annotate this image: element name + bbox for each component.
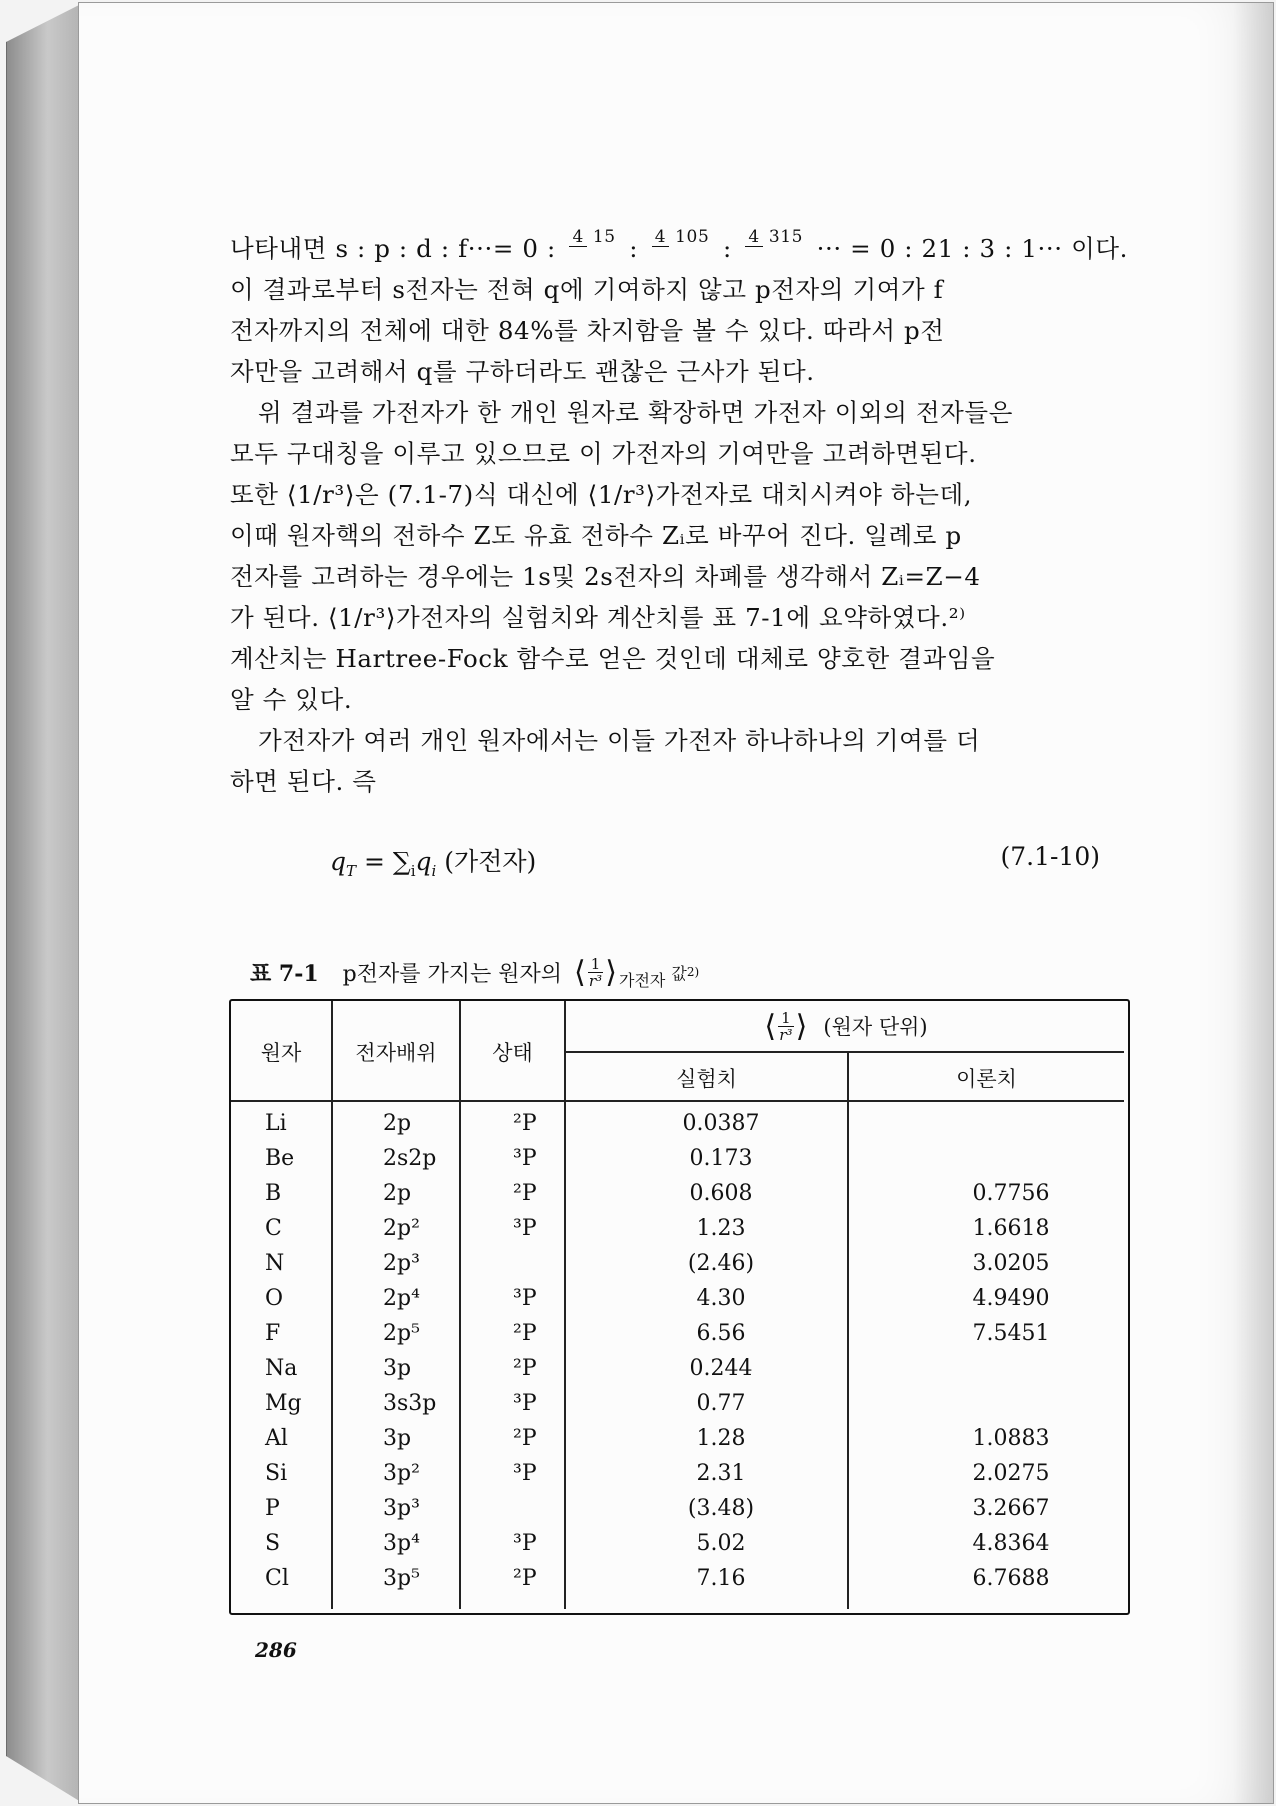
cell-experimental: 6.56: [696, 1321, 746, 1346]
text-line: 또한 ⟨1/r³⟩은 (7.1-7)식 대신에 ⟨1/r³⟩가전자로 대치시켜야 하는데,: [230, 480, 973, 509]
body-text: [230, 228, 1128, 802]
ratio-left: 나타내면 s : p : d : f···= 0 :: [230, 234, 556, 263]
cell-theoretical: 7.5451: [972, 1321, 1050, 1346]
cell-theoretical: 2.0275: [972, 1461, 1050, 1486]
cell-theoretical: 3.2667: [972, 1496, 1050, 1521]
table-row: [231, 1391, 1128, 1426]
table-caption: [250, 948, 699, 996]
left-angle-bracket: ⟨: [574, 954, 586, 990]
table-row: [231, 1216, 1128, 1251]
header-state: 상태: [492, 1041, 533, 1065]
header-experimental: 실험치: [676, 1067, 737, 1091]
fraction-numerator: 4: [652, 228, 669, 247]
header-theoretical: 이론치: [956, 1067, 1017, 1091]
cell-theoretical: 3.0205: [972, 1251, 1050, 1276]
text-line: 위 결과를 가전자가 한 개인 원자로 확장하면 가전자 이외의 전자들은: [258, 398, 1013, 427]
equation-expression: $q_T = \sum_iq_i$ (가전자): [330, 847, 537, 880]
text-line: 이 결과로부터 s전자는 전혀 q에 기여하지 않고 p전자의 기여가 f: [230, 275, 944, 304]
cell-state: ³P: [513, 1531, 537, 1556]
cell-experimental: (3.48): [687, 1496, 755, 1521]
table-row: [231, 1286, 1128, 1321]
cell-element: Mg: [265, 1391, 302, 1416]
cell-experimental: 1.23: [696, 1216, 746, 1241]
cell-element: O: [265, 1286, 284, 1311]
table-row: [231, 1146, 1128, 1181]
equation-number: (7.1-10): [1000, 842, 1100, 871]
book-spine: [6, 4, 81, 1802]
text-line: 계산치는 Hartree-Fock 함수로 얻은 것인데 대체로 양호한 결과임을: [230, 644, 996, 673]
cell-element: Be: [265, 1146, 295, 1171]
text-line: 가전자가 여러 개인 원자에서는 이들 가전자 하나하나의 기여를 더: [258, 726, 981, 755]
cell-state: ²P: [513, 1426, 537, 1451]
text-line: 전자까지의 전체에 대한 84%를 차지함을 볼 수 있다. 따라서 p전: [230, 316, 945, 345]
fraction-denominator: 315: [768, 228, 804, 247]
fraction-denominator: 15: [592, 228, 616, 247]
cell-state: ²P: [513, 1356, 537, 1381]
table-row: [231, 1111, 1128, 1146]
cell-element: P: [265, 1496, 280, 1521]
fraction-4-15: [569, 228, 615, 269]
cell-element: Si: [265, 1461, 288, 1486]
colon: :: [629, 234, 639, 263]
cell-config: 2p²: [383, 1216, 420, 1241]
text-line: 모두 구대칭을 이루고 있으므로 이 가전자의 기여만을 고려하면된다.: [230, 439, 977, 468]
equation-7-1-10: [330, 842, 1100, 886]
cell-config: 3p²: [383, 1461, 420, 1486]
fraction-numerator: 4: [569, 228, 586, 247]
cell-experimental: 0.77: [696, 1391, 746, 1416]
cell-experimental: 2.31: [696, 1461, 746, 1486]
cell-experimental: 0.173: [689, 1146, 753, 1171]
right-angle-bracket: ⟩: [795, 1008, 808, 1044]
cell-state: ²P: [513, 1111, 537, 1136]
table-row: [231, 1426, 1128, 1461]
cell-experimental: 1.28: [696, 1426, 746, 1451]
cell-experimental: 5.02: [696, 1531, 746, 1556]
cell-state: ³P: [513, 1461, 537, 1486]
cell-config: 2p³: [383, 1251, 420, 1276]
cell-state: ³P: [513, 1391, 537, 1416]
fraction-4-105: [652, 228, 710, 269]
data-table: [229, 999, 1130, 1615]
left-angle-bracket: ⟨: [764, 1008, 777, 1044]
table-label: 표 7-1: [250, 960, 319, 987]
cell-state: ²P: [513, 1321, 537, 1346]
cell-state: ²P: [513, 1181, 537, 1206]
cell-element: B: [265, 1181, 282, 1206]
caption-ref: 2): [686, 965, 700, 979]
cell-experimental: 0.244: [689, 1356, 753, 1381]
header-element: 원자: [260, 1041, 302, 1065]
cell-config: 3p⁵: [383, 1566, 420, 1591]
cell-state: ³P: [513, 1286, 537, 1311]
text-line: 전자를 고려하는 경우에는 1s및 2s전자의 차폐를 생각해서 Zᵢ=Z−4: [230, 562, 981, 591]
cell-config: 3p: [383, 1356, 412, 1381]
cell-experimental: 4.30: [696, 1286, 746, 1311]
cell-element: N: [265, 1251, 285, 1276]
fraction-denominator: 105: [675, 228, 710, 247]
fraction-4-315: [745, 228, 803, 269]
cell-config: 3p⁴: [383, 1531, 420, 1556]
cell-config: 2p: [383, 1111, 412, 1136]
cell-state: ³P: [513, 1146, 537, 1171]
text-line: 알 수 있다.: [230, 685, 353, 714]
cell-theoretical: 4.9490: [972, 1286, 1050, 1311]
caption-value-word: 값: [671, 963, 687, 983]
table-row: [231, 1566, 1128, 1601]
page-edge-shadow: [1233, 3, 1273, 1803]
cell-config: 3p³: [383, 1496, 420, 1521]
right-angle-bracket: ⟩: [605, 954, 617, 990]
table-hline: [231, 1100, 1124, 1102]
cell-theoretical: 6.7688: [972, 1566, 1050, 1591]
text-line: 하면 된다. 즉: [230, 767, 377, 796]
table-row: [231, 1531, 1128, 1566]
table-hline: [566, 1051, 1124, 1053]
cell-element: Na: [265, 1356, 298, 1381]
cell-state: ²P: [513, 1566, 537, 1591]
ratio-right: ··· = 0 : 21 : 3 : 1··· 이다.: [816, 234, 1128, 263]
cell-config: 2p⁴: [383, 1286, 420, 1311]
cell-theoretical: 4.8364: [972, 1531, 1050, 1556]
cell-element: Al: [265, 1426, 288, 1451]
header-config: 전자배위: [355, 1041, 437, 1065]
cell-config: 2p⁵: [383, 1321, 420, 1346]
table-row: [231, 1356, 1128, 1391]
caption-text: p전자를 가지는 원자의: [342, 961, 563, 987]
text-line: 가 된다. ⟨1/r³⟩가전자의 실험치와 계산치를 표 7-1에 요약하였다.²⁾: [230, 603, 966, 632]
text-line: 이때 원자핵의 전하수 Z도 유효 전하수 Zᵢ로 바꾸어 진다. 일례로 p: [230, 521, 962, 550]
table-row: [231, 1181, 1128, 1216]
cell-element: Li: [265, 1111, 287, 1136]
header-group: [566, 1003, 1124, 1049]
table-row: [231, 1496, 1128, 1531]
table-row: [231, 1251, 1128, 1286]
cell-experimental: (2.46): [687, 1251, 755, 1276]
cell-experimental: 7.16: [696, 1566, 746, 1591]
cell-config: 2p: [383, 1181, 412, 1206]
caption-suffix: 가전자: [619, 970, 666, 990]
header-fraction: 1 r³: [779, 1008, 793, 1044]
colon: :: [722, 234, 732, 263]
page-number: 286: [255, 1638, 297, 1662]
cell-theoretical: 1.6618: [972, 1216, 1050, 1241]
cell-config: 3p: [383, 1426, 412, 1451]
cell-theoretical: 0.7756: [972, 1181, 1050, 1206]
cell-experimental: 0.608: [689, 1181, 753, 1206]
cell-element: C: [265, 1216, 282, 1241]
table-row: [231, 1321, 1128, 1356]
cell-config: 3s3p: [383, 1391, 437, 1416]
caption-fraction: 1 r³: [588, 954, 603, 990]
cell-state: ³P: [513, 1216, 537, 1241]
header-group-suffix: (원자 단위): [823, 1015, 928, 1039]
cell-element: Cl: [265, 1566, 289, 1591]
cell-element: S: [265, 1531, 281, 1556]
cell-theoretical: 1.0883: [972, 1426, 1050, 1451]
table-row: [231, 1461, 1128, 1496]
fraction-numerator: 4: [745, 228, 762, 247]
text-line: 자만을 고려해서 q를 구하더라도 괜찮은 근사가 된다.: [230, 357, 815, 386]
text-line-ratio: [230, 228, 1128, 269]
cell-config: 2s2p: [383, 1146, 437, 1171]
cell-experimental: 0.0387: [682, 1111, 760, 1136]
cell-element: F: [265, 1321, 281, 1346]
